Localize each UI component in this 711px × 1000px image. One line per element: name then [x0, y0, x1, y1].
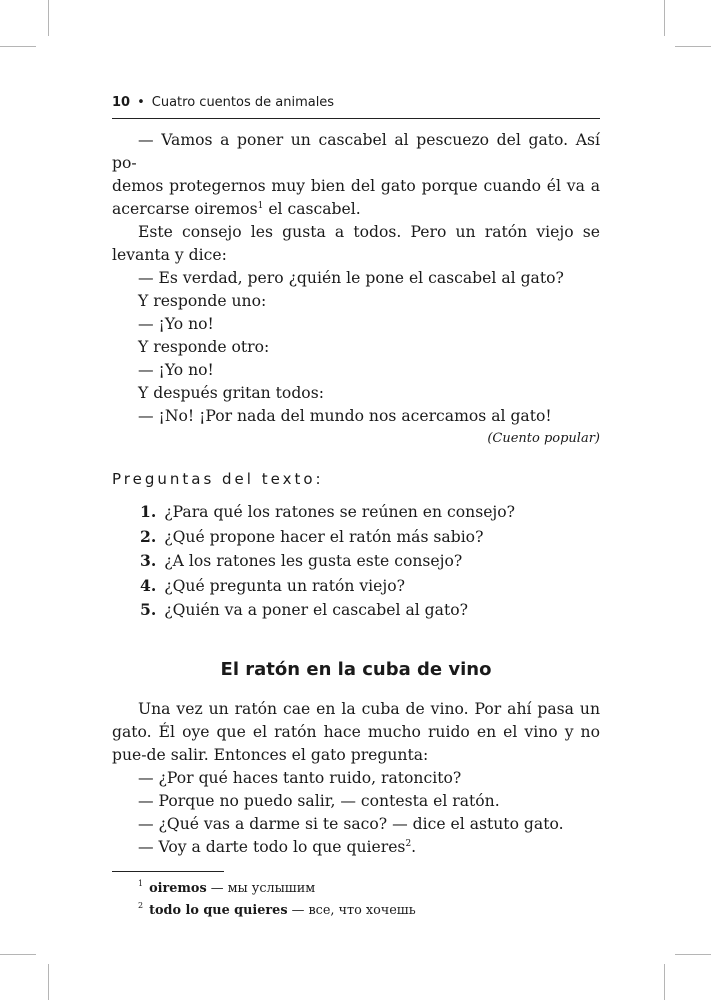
dialogue-line: — ¿Qué vas a darme si te saco? — dice el astuto gato.: [138, 814, 564, 833]
footnote-term: oiremos: [149, 880, 207, 896]
list-item: [112, 574, 600, 599]
question-text: ¿Qué pregunta un ratón viejo?: [164, 576, 405, 595]
story-one-ending: [112, 129, 600, 450]
question-text: ¿Qué propone hacer el ratón más sabio?: [164, 527, 484, 546]
dialogue-line: — Es verdad, pero ¿quién le pone el cascabel al gato?: [138, 269, 564, 287]
question-text: ¿Para qué los ratones se reúnen en consejo?: [164, 503, 516, 521]
story-title: El ratón en la cuba de vino: [220, 658, 492, 680]
crop-mark: [664, 0, 665, 36]
question-text: ¿A los ratones les gusta este consejo?: [164, 552, 463, 570]
source-attribution: (Cuento popular): [487, 431, 600, 446]
footnote-mark: 2: [138, 901, 144, 911]
crop-mark: [675, 46, 711, 47]
footnote-translation: — мы услышим: [206, 880, 316, 896]
running-head: [112, 94, 600, 119]
list-item: [112, 525, 600, 550]
list-item: [112, 598, 600, 623]
text-fragment: acercarse oiremos: [112, 200, 258, 218]
text-fragment: .: [411, 837, 417, 856]
footnotes: [112, 878, 600, 922]
dialogue-line: — ¿Por qué haces tanto ruido, ratoncito?: [138, 768, 462, 787]
footnote: [138, 900, 600, 922]
list-item: [112, 500, 600, 525]
text-fragment: — Voy a darte todo lo que quieres: [138, 837, 406, 856]
dialogue-line: Y responde otro:: [138, 338, 270, 356]
book-page: [112, 94, 600, 922]
footnote-ref: 1: [257, 200, 264, 211]
page-number: 10: [112, 95, 131, 110]
paragraph: Este consejo les gusta a todos. Pero un ratón viejo se levanta y dice:: [112, 223, 600, 264]
question-number: 2.: [140, 526, 157, 546]
footnote-term: todo lo que quieres: [149, 902, 288, 918]
crop-mark: [48, 964, 49, 1000]
questions-list: [112, 500, 600, 623]
crop-mark: [48, 0, 49, 36]
question-number: 1.: [140, 502, 157, 521]
crop-mark: [675, 954, 711, 955]
dialogue-line: — ¡No! ¡Por nada del mundo nos acercamos al gato!: [138, 407, 552, 425]
text-line: — Vamos a poner un cascabel al pescuezo del gato. Así po-: [112, 131, 600, 172]
paragraph: Una vez un ratón cae en la cuba de vino. Por ahí pasa un gato. Él oye que el ratón hace mucho ruido en el vino y no pue-de salir. Entonces el gato pregunta:: [112, 699, 600, 764]
paragraph: [112, 129, 600, 221]
crop-mark: [0, 954, 36, 955]
question-text: ¿Quién va a poner el cascabel al gato?: [164, 601, 468, 619]
footnote: [138, 878, 600, 900]
dialogue-line: — ¡Yo no!: [138, 361, 214, 379]
dialogue-line: Y después gritan todos:: [138, 384, 324, 402]
footnote-ref: 2: [405, 838, 412, 849]
footnote-mark: 1: [138, 879, 144, 889]
question-number: 4.: [140, 575, 157, 595]
text-fragment: el cascabel.: [263, 200, 361, 218]
crop-mark: [664, 964, 665, 1000]
story-two: [112, 698, 600, 859]
text-line: [112, 198, 600, 221]
dialogue-line: — Porque no puedo salir, — contesta el ratón.: [138, 791, 500, 810]
question-number: 5.: [140, 600, 157, 619]
crop-mark: [0, 46, 36, 47]
list-item: [112, 549, 600, 574]
text-line: demos protegernos muy bien del gato porque cuando él va a: [112, 177, 600, 195]
footnote-translation: — все, что хочешь: [287, 902, 416, 918]
footnote-divider: [112, 871, 224, 872]
questions-heading: Preguntas del texto:: [112, 470, 324, 488]
dialogue-line: — ¡Yo no!: [138, 315, 214, 333]
dialogue-line: Y responde uno:: [138, 292, 267, 310]
book-title: Cuatro cuentos de animales: [151, 95, 335, 110]
dialogue-line: [112, 836, 600, 859]
question-number: 3.: [140, 551, 157, 570]
bullet-separator: •: [137, 95, 145, 110]
